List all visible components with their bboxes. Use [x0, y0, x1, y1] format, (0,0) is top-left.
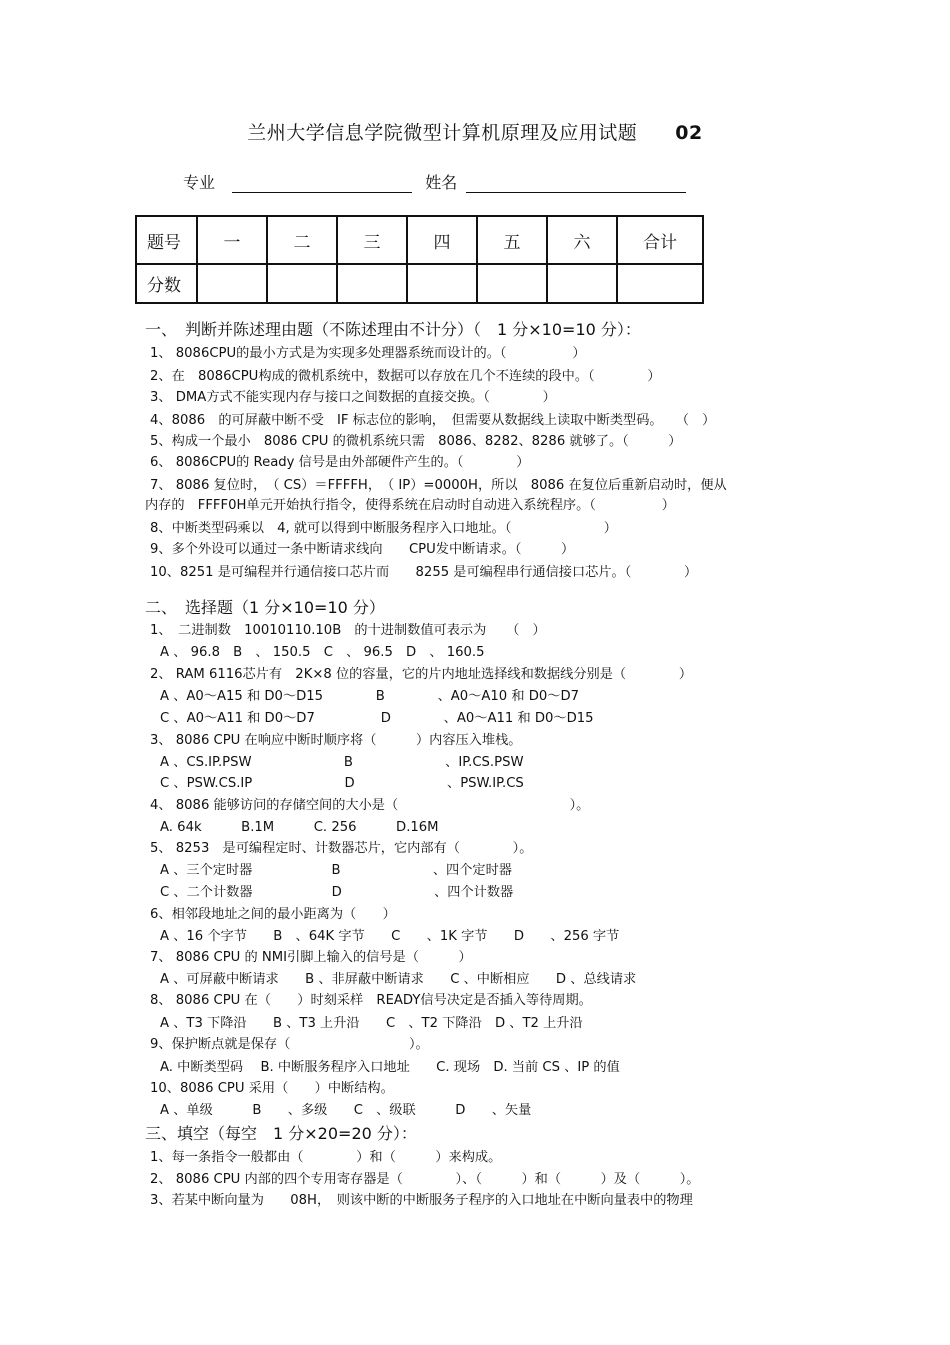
option-line: A. 中断类型码 B. 中断服务程序入口地址 C. 现场 D. 当前 CS 、IP 的值	[160, 1060, 620, 1075]
question-line: 3、若某中断向量为 08H， 则该中断的中断服务子程序的入口地址在中断向量表中的物理	[150, 1193, 693, 1208]
question-line: 4、8086 的可屏蔽中断不受 IF 标志位的影响， 但需要从数据线上读取中断类型码。 （ ）	[150, 413, 716, 428]
table-row	[136, 264, 703, 303]
option-line: A 、CS.IP.PSW B 、IP.CS.PSW	[160, 755, 524, 770]
question-line: 7、 8086 复位时， （ CS）＝FFFFH， （ IP）=0000H，所以 8086 在复位后重新启动时，便从	[150, 478, 727, 493]
section-heading: 一、 判断并陈述理由题（不陈述理由不计分）（ 1 分×10=10 分）：	[145, 320, 641, 339]
score-table	[135, 215, 704, 304]
question-line: 10、8086 CPU 采用（ ）中断结构。	[150, 1081, 394, 1096]
student-info	[183, 170, 686, 193]
major-blank	[232, 174, 412, 193]
table-cell: 五	[477, 216, 547, 264]
question-line: 1、 8086CPU的最小方式是为实现多处理器系统而设计的。（ ）	[150, 346, 586, 361]
score-input-cell[interactable]	[547, 264, 617, 303]
question-line: 9、保护断点就是保存（ ）。	[150, 1037, 429, 1052]
question-line: 3、 8086 CPU 在响应中断时顺序将（ ）内容压入堆栈。	[150, 733, 522, 748]
option-line: A. 64k B.1M C. 256 D.16M	[160, 820, 439, 835]
question-line: 2、 RAM 6116芯片有 2K×8 位的容量，它的片内地址选择线和数据线分别是（ ）	[150, 667, 693, 682]
score-input-cell[interactable]	[267, 264, 337, 303]
question-line: 10、8251 是可编程并行通信接口芯片而 8255 是可编程串行通信接口芯片。（ ）	[150, 565, 698, 580]
question-line: 6、 8086CPU的 Ready 信号是由外部硬件产生的。（ ）	[150, 455, 530, 470]
table-cell: 一	[197, 216, 267, 264]
table-cell: 二	[267, 216, 337, 264]
section-heading: 二、 选择题（1 分×10=10 分）	[145, 598, 385, 617]
question-line: 6、相邻段地址之间的最小距离为（ ）	[150, 907, 396, 922]
option-line: C 、二个计数器 D 、四个计数器	[160, 885, 514, 900]
question-line: 3、 DMA方式不能实现内存与接口之间数据的直接交换。（ ）	[150, 390, 556, 405]
exam-title	[0, 118, 950, 145]
question-line: 内存的 FFFF0H单元开始执行指令，使得系统在启动时自动进入系统程序。（ ）	[145, 498, 675, 513]
option-line: C 、A0～A11 和 D0～D7 D 、A0～A11 和 D0～D15	[160, 711, 594, 726]
table-cell: 六	[547, 216, 617, 264]
option-line: A 、可屏蔽中断请求 B 、非屏蔽中断请求 C 、中断相应 D 、总线请求	[160, 972, 637, 987]
option-line: A 、16 个字节 B 、64K 字节 C 、1K 字节 D 、256 字节	[160, 929, 620, 944]
score-input-cell[interactable]	[197, 264, 267, 303]
table-cell: 合计	[617, 216, 703, 264]
option-line: A 、三个定时器 B 、四个定时器	[160, 863, 512, 878]
question-line: 8、中断类型码乘以 4, 就可以得到中断服务程序入口地址。（ ）	[150, 521, 617, 536]
question-line: 9、多个外设可以通过一条中断请求线向 CPU发中断请求。（ ）	[150, 542, 575, 557]
question-line: 5、构成一个最小 8086 CPU 的微机系统只需 8086、8282、8286 就够了。（ ）	[150, 434, 682, 449]
table-cell: 题号	[136, 216, 197, 264]
score-input-cell[interactable]	[617, 264, 703, 303]
question-line: 2、 8086 CPU 内部的四个专用寄存器是（ ）、（ ）和（ ）及（ ）。	[150, 1172, 700, 1187]
question-line: 1、每一条指令一般都由（ ）和（ ）来构成。	[150, 1150, 502, 1165]
option-line: A 、A0～A15 和 D0～D15 B 、A0～A10 和 D0～D7	[160, 689, 580, 704]
table-cell: 三	[337, 216, 407, 264]
question-line: 2、在 8086CPU构成的微机系统中，数据可以存放在几个不连续的段中。（ ）	[150, 369, 661, 384]
option-line: A 、 96.8 B 、 150.5 C 、 96.5 D 、 160.5	[160, 645, 485, 660]
option-line: A 、单级 B 、多级 C 、级联 D 、矢量	[160, 1103, 532, 1118]
section-heading: 三、填空（每空 1 分×20=20 分）：	[145, 1124, 417, 1143]
major-label: 专业	[183, 173, 216, 192]
title-number: 02	[675, 122, 703, 144]
table-row	[136, 216, 703, 264]
question-line: 4、 8086 能够访问的存储空间的大小是（ ）。	[150, 798, 590, 813]
question-line: 7、 8086 CPU 的 NMI引脚上输入的信号是（ ）	[150, 950, 472, 965]
name-label: 姓名	[425, 173, 458, 192]
title-text: 兰州大学信息学院微型计算机原理及应用试题	[247, 122, 638, 144]
name-blank	[466, 174, 686, 193]
score-input-cell[interactable]	[477, 264, 547, 303]
score-input-cell[interactable]	[407, 264, 477, 303]
option-line: C 、PSW.CS.IP D 、PSW.IP.CS	[160, 776, 524, 791]
question-line: 1、 二进制数 10010110.10B 的十进制数值可表示为 （ ）	[150, 623, 546, 638]
option-line: A 、T3 下降沿 B 、T3 上升沿 C 、T2 下降沿 D 、T2 上升沿	[160, 1016, 583, 1031]
table-cell: 四	[407, 216, 477, 264]
question-line: 5、 8253 是可编程定时、计数器芯片，它内部有（ ）。	[150, 841, 533, 856]
question-line: 8、 8086 CPU 在（ ）时刻采样 READY信号决定是否插入等待周期。	[150, 993, 592, 1008]
table-cell: 分数	[136, 264, 197, 303]
score-input-cell[interactable]	[337, 264, 407, 303]
